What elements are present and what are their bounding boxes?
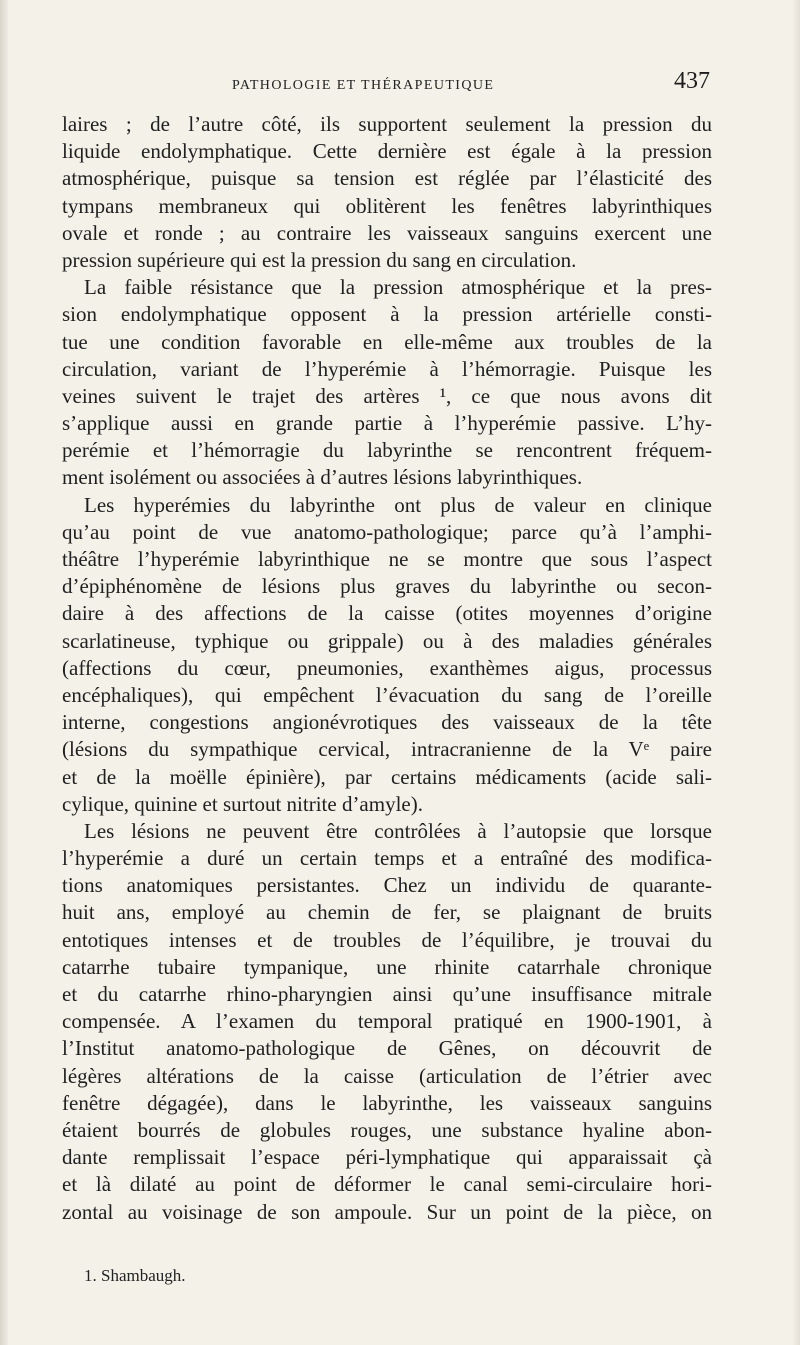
running-head xyxy=(62,68,712,98)
text-line: dante remplissait l’espace péri-lymphatique qui apparaissait çà xyxy=(62,1145,712,1170)
text-line: ovale et ronde ; au contraire les vaisseaux sanguins exercent une xyxy=(62,220,712,245)
text-line: légères altérations de la caisse (articulation de l’étrier avec xyxy=(62,1063,712,1088)
text-line: qu’au point de vue anatomo-pathologique; parce qu’à l’amphi- xyxy=(62,519,712,544)
text-line: et de la moëlle épinière), par certains médicaments (acide sali- xyxy=(62,764,712,789)
text-line: zontal au voisinage de son ampoule. Sur un point de la pièce, on xyxy=(62,1199,712,1224)
text-line: atmosphérique, puisque sa tension est réglée par l’élasticité des xyxy=(62,166,712,191)
text-line: (lésions du sympathique cervical, intracranienne de la Vᵉ paire xyxy=(62,737,712,762)
text-line: l’hyperémie a duré un certain temps et a entraîné des modifica- xyxy=(62,846,712,871)
text-line: sion endolymphatique opposent à la pression artérielle consti- xyxy=(62,302,712,327)
text-line: fenêtre dégagée), dans le labyrinthe, les vaisseaux sanguins xyxy=(62,1090,712,1115)
text-line: catarrhe tubaire tympanique, une rhinite catarrhale chronique xyxy=(62,954,712,979)
footnote: 1. Shambaugh. xyxy=(84,1266,186,1285)
text-line: huit ans, employé au chemin de fer, se plaignant de bruits xyxy=(62,900,712,925)
text-line: circulation, variant de l’hyperémie à l’hémorragie. Puisque les xyxy=(62,356,712,381)
text-line: (affections du cœur, pneumonies, exanthèmes aigus, processus xyxy=(62,655,712,680)
text-line: tions anatomiques persistantes. Chez un individu de quarante- xyxy=(62,873,712,898)
running-title: PATHOLOGIE ET THÉRAPEUTIQUE xyxy=(232,78,495,93)
text-line: interne, congestions angionévrotiques des vaisseaux de la tête xyxy=(62,710,712,735)
text-line: entotiques intenses et de troubles de l’équilibre, je trouvai du xyxy=(62,927,712,952)
text-line: veines suivent le trajet des artères ¹, ce que nous avons dit xyxy=(62,383,712,408)
body-text xyxy=(62,111,712,1226)
text-line: et du catarrhe rhino-pharyngien ainsi qu’une insuffisance mitrale xyxy=(62,982,712,1006)
page-number: 437 xyxy=(674,68,710,94)
text-line: s’applique aussi en grande partie à l’hyperémie passive. L’hy- xyxy=(62,411,712,436)
text-line: et là dilaté au point de déformer le canal semi-circulaire hori- xyxy=(62,1172,712,1197)
text-line: tue une condition favorable en elle-même aux troubles de la xyxy=(62,329,712,354)
text-line: l’Institut anatomo-pathologique de Gênes, on découvrit de xyxy=(62,1036,712,1061)
text-line: ment isolément ou associées à d’autres lésions labyrinthiques. xyxy=(62,465,583,490)
paragraph-start-line: Les lésions ne peuvent être contrôlées à l’autopsie que lorsque xyxy=(84,818,712,843)
text-line: compensée. A l’examen du temporal pratiqué en 1900-1901, à xyxy=(62,1009,712,1034)
text-line: laires ; de l’autre côté, ils supportent seulement la pression du xyxy=(62,112,712,136)
text-line: perémie et l’hémorragie du labyrinthe se rencontrent fréquem- xyxy=(62,438,712,463)
text-line: cylique, quinine et surtout nitrite d’amyle). xyxy=(62,791,423,816)
text-line: liquide endolymphatique. Cette dernière est égale à la pression xyxy=(62,139,712,164)
paragraph-start-line: La faible résistance que la pression atmosphérique et la pres- xyxy=(84,275,712,300)
text-line: étaient bourrés de globules rouges, une substance hyaline abon- xyxy=(62,1117,712,1142)
text-line: encéphaliques), qui empêchent l’évacuation du sang de l’oreille xyxy=(62,682,712,707)
text-line: théâtre l’hyperémie labyrinthique ne se montre que sous l’aspect xyxy=(62,547,712,571)
text-line: scarlatineuse, typhique ou grippale) ou à des maladies générales xyxy=(62,628,712,653)
text-line: pression supérieure qui est la pression du sang en circulation. xyxy=(62,247,577,272)
text-line: d’épiphénomène de lésions plus graves du labyrinthe ou secon- xyxy=(62,574,712,599)
page-left-edge xyxy=(0,0,8,1345)
text-line: tympans membraneux qui oblitèrent les fenêtres labyrinthiques xyxy=(62,193,712,218)
paragraph-start-line: Les hyperémies du labyrinthe ont plus de valeur en clinique xyxy=(84,492,712,517)
text-line: daire à des affections de la caisse (otites moyennes d’origine xyxy=(62,601,712,626)
page-right-edge xyxy=(792,0,800,1345)
